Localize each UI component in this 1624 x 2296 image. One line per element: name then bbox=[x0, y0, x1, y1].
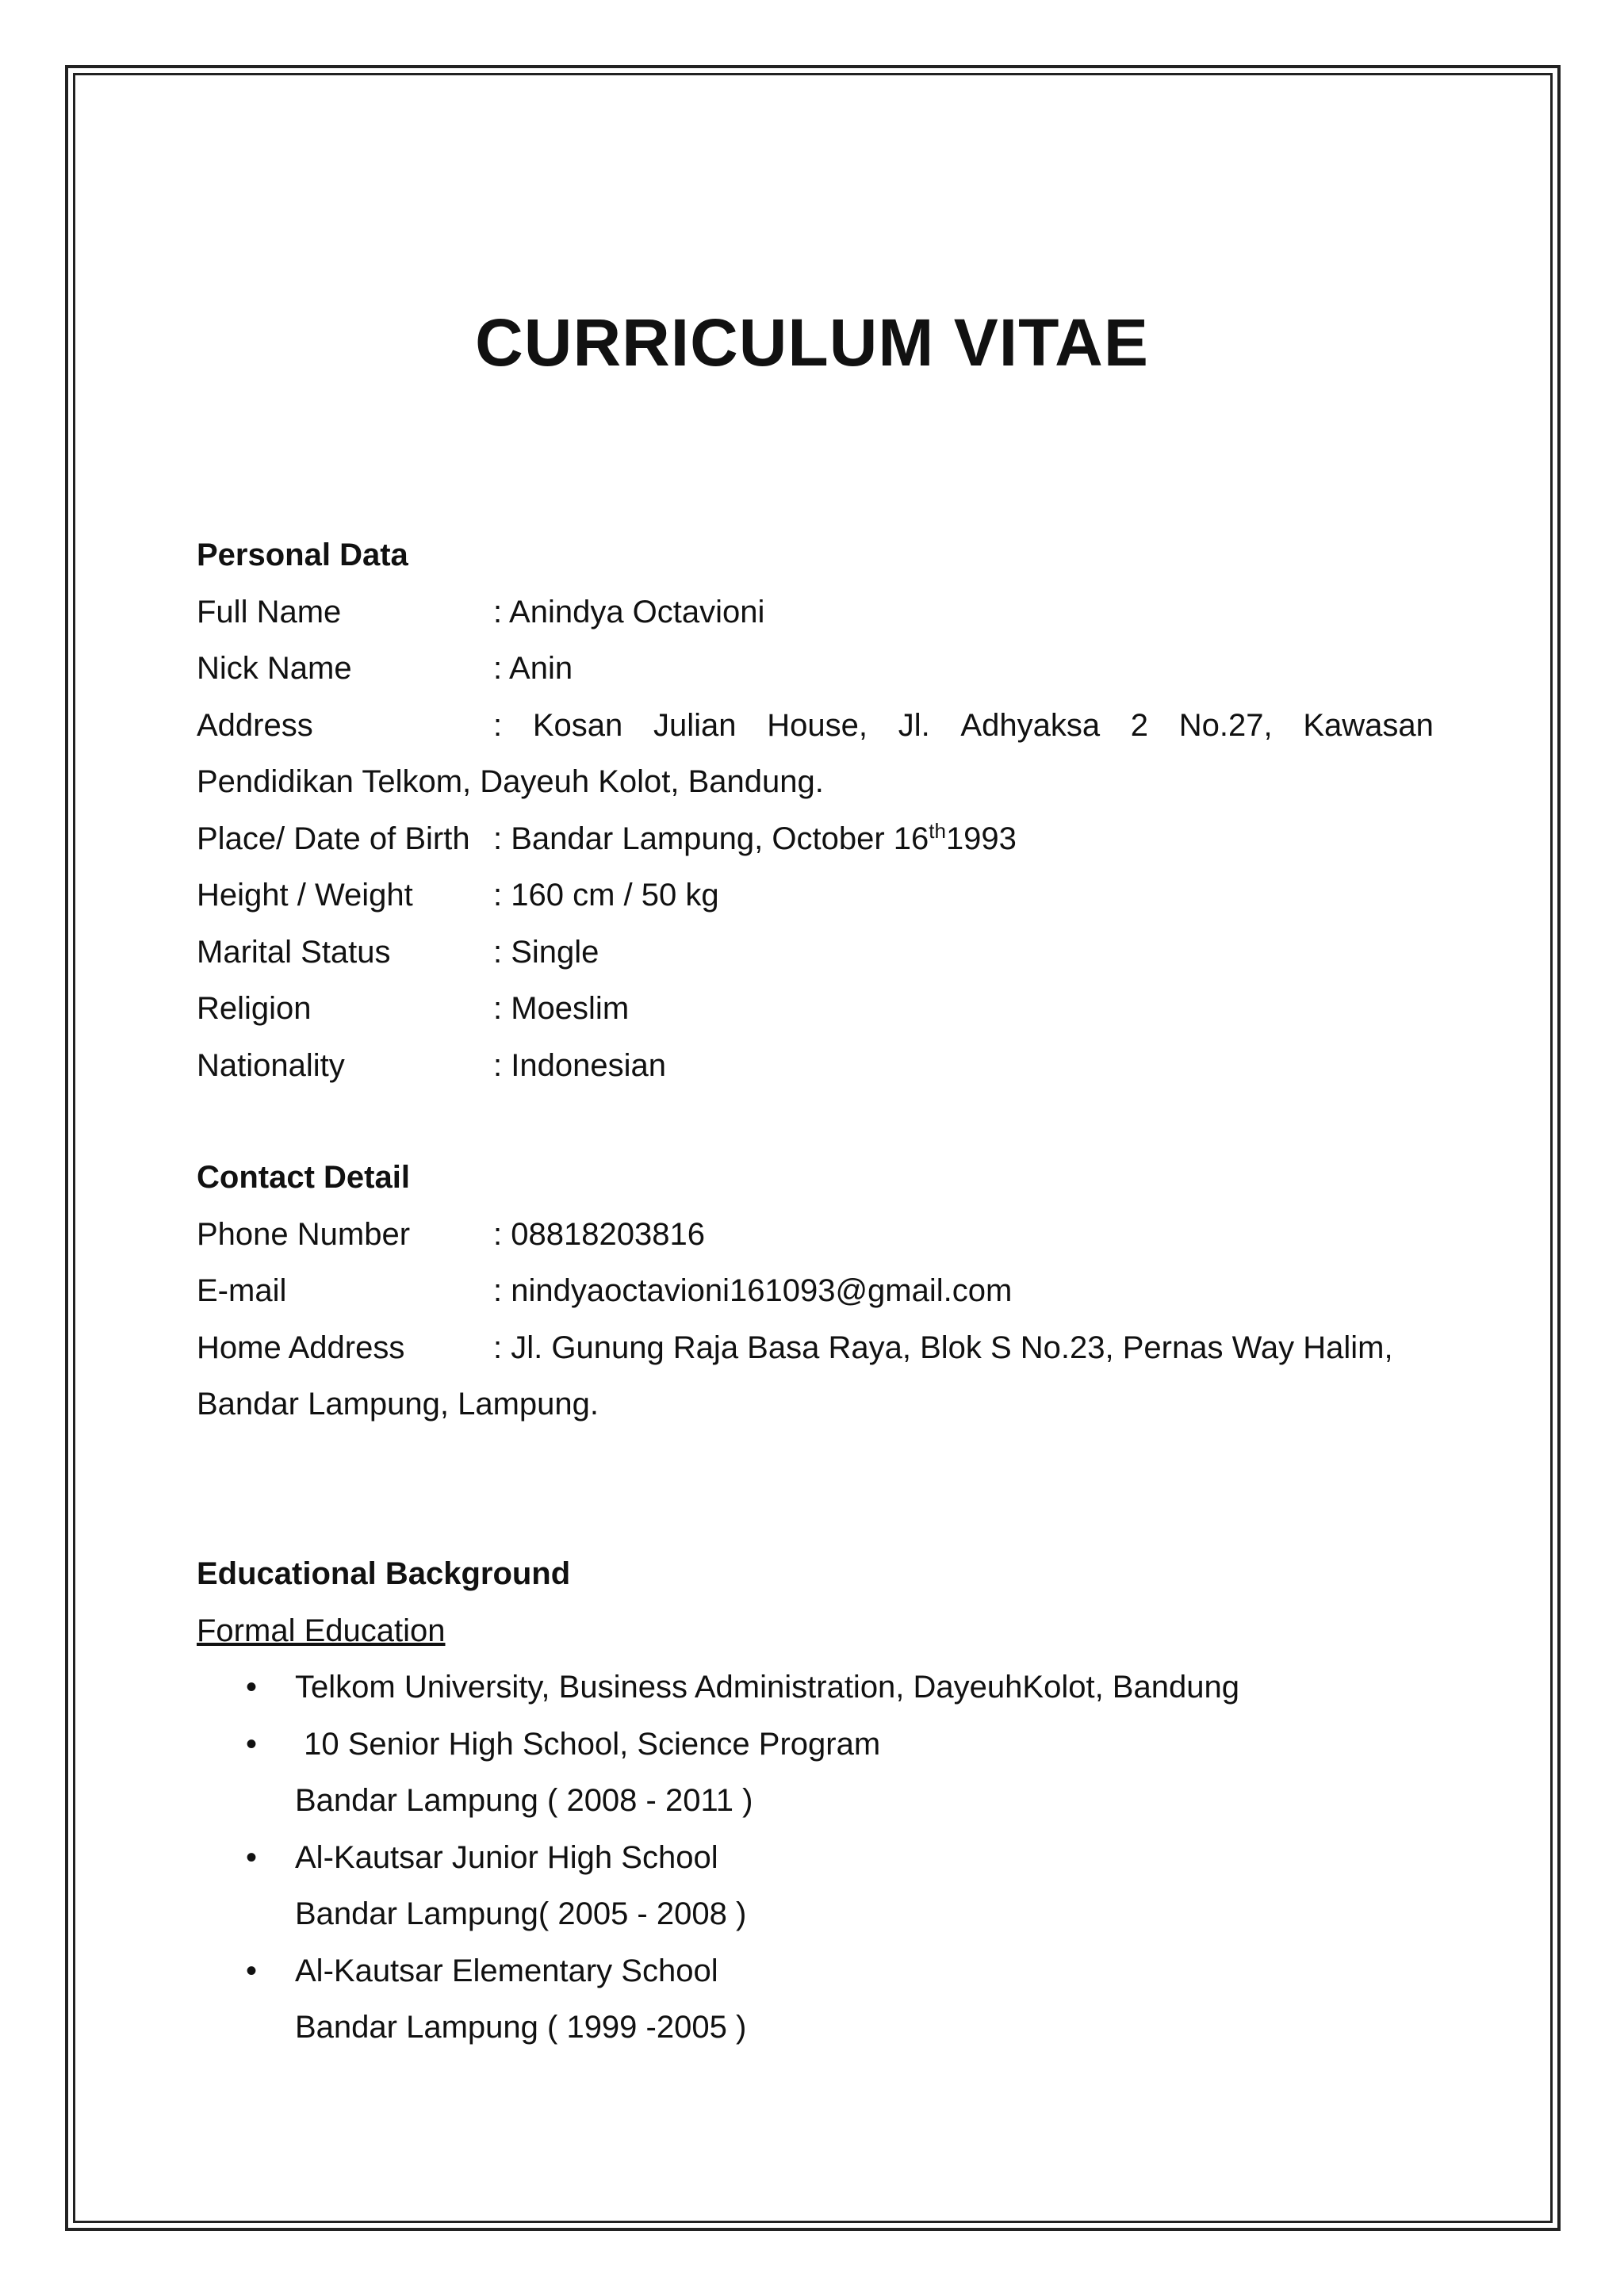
home-address-label: Home Address bbox=[197, 1330, 405, 1365]
address-word: Kawasan bbox=[1303, 707, 1434, 743]
email-row bbox=[197, 1263, 1434, 1320]
address-word: Adhyaksa bbox=[960, 707, 1101, 743]
height-weight-value: : 160 cm / 50 kg bbox=[493, 878, 719, 913]
address-label: Address bbox=[197, 707, 313, 743]
education-item-line2: Bandar Lampung( 2005 - 2008 ) bbox=[295, 1896, 747, 1931]
address-word: No.27, bbox=[1178, 707, 1273, 743]
birth-value-year: 1993 bbox=[945, 821, 1017, 856]
address-word: Jl. bbox=[898, 707, 930, 743]
phone-label: Phone Number bbox=[197, 1216, 411, 1252]
education-item-line1: Telkom University, Business Administration, DayeuhKolot, Bandung bbox=[295, 1670, 1239, 1705]
height-weight-row bbox=[197, 867, 1434, 924]
birth-value-suffix: th bbox=[929, 818, 946, 843]
full-name-label: Full Name bbox=[197, 594, 342, 629]
marital-status-row bbox=[197, 924, 1434, 982]
birth-row bbox=[197, 811, 1434, 868]
marital-status-label: Marital Status bbox=[197, 934, 391, 970]
education-item-line1: Al-Kautsar Elementary School bbox=[295, 1953, 718, 1988]
nick-name-row bbox=[197, 641, 1434, 698]
home-address-value: : Jl. Gunung Raja Basa Raya, Blok S No.23, Pernas Way Halim, bbox=[493, 1330, 1393, 1365]
education-section bbox=[197, 1546, 1434, 2057]
religion-label: Religion bbox=[197, 991, 312, 1026]
nationality-label: Nationality bbox=[197, 1047, 345, 1083]
religion-value: : Moeslim bbox=[493, 991, 630, 1026]
education-item-line2: Bandar Lampung ( 1999 -2005 ) bbox=[295, 2010, 747, 2045]
bullet-icon: • bbox=[246, 1726, 258, 1762]
education-heading: Educational Background bbox=[197, 1556, 571, 1591]
address-word: 2 bbox=[1130, 707, 1149, 743]
address-word: Kosan bbox=[532, 707, 623, 743]
home-address-line-2: Bandar Lampung, Lampung. bbox=[197, 1387, 599, 1422]
personal-data-heading: Personal Data bbox=[197, 538, 408, 572]
nationality-value: : Indonesian bbox=[493, 1047, 666, 1083]
marital-status-value: : Single bbox=[493, 934, 599, 970]
address-line-2: Pendidikan Telkom, Dayeuh Kolot, Bandung. bbox=[197, 764, 824, 799]
education-item bbox=[197, 1830, 1434, 1943]
personal-data-section bbox=[197, 527, 1434, 1094]
phone-row bbox=[197, 1207, 1434, 1264]
address-word: House, bbox=[767, 707, 868, 743]
nick-name-value: : Anin bbox=[493, 651, 573, 686]
email-value: : nindyaoctavioni161093@gmail.com bbox=[493, 1273, 1013, 1308]
contact-detail-section bbox=[197, 1150, 1434, 1433]
bullet-icon: • bbox=[246, 1839, 258, 1875]
bullet-icon: • bbox=[246, 1953, 258, 1988]
full-name-value: : Anindya Octavioni bbox=[493, 594, 765, 629]
email-label: E-mail bbox=[197, 1273, 287, 1308]
formal-education-label: Formal Education bbox=[197, 1613, 446, 1648]
education-item-line2: Bandar Lampung ( 2008 - 2011 ) bbox=[295, 1783, 753, 1818]
address-word: : bbox=[493, 707, 503, 743]
home-address-row bbox=[197, 1320, 1434, 1377]
phone-value: : 08818203816 bbox=[493, 1216, 705, 1252]
birth-value-main: : Bandar Lampung, October 16 bbox=[493, 821, 929, 856]
education-item-line1: Al-Kautsar Junior High School bbox=[295, 1839, 718, 1875]
nick-name-label: Nick Name bbox=[197, 651, 352, 686]
document-title: CURRICULUM VITAE bbox=[475, 305, 1149, 380]
nationality-row bbox=[197, 1038, 1434, 1095]
religion-row bbox=[197, 981, 1434, 1038]
education-item-line1: 10 Senior High School, Science Program bbox=[295, 1726, 881, 1762]
education-item bbox=[197, 1943, 1434, 2057]
address-value bbox=[493, 698, 1434, 755]
education-item bbox=[197, 1659, 1434, 1716]
education-item bbox=[197, 1716, 1434, 1830]
height-weight-label: Height / Weight bbox=[197, 878, 413, 913]
full-name-row bbox=[197, 584, 1434, 641]
birth-label: Place/ Date of Birth bbox=[197, 821, 470, 856]
contact-detail-heading: Contact Detail bbox=[197, 1160, 410, 1195]
bullet-icon: • bbox=[246, 1670, 258, 1705]
address-word: Julian bbox=[653, 707, 737, 743]
address-row bbox=[197, 698, 1434, 755]
birth-value bbox=[493, 811, 1434, 868]
